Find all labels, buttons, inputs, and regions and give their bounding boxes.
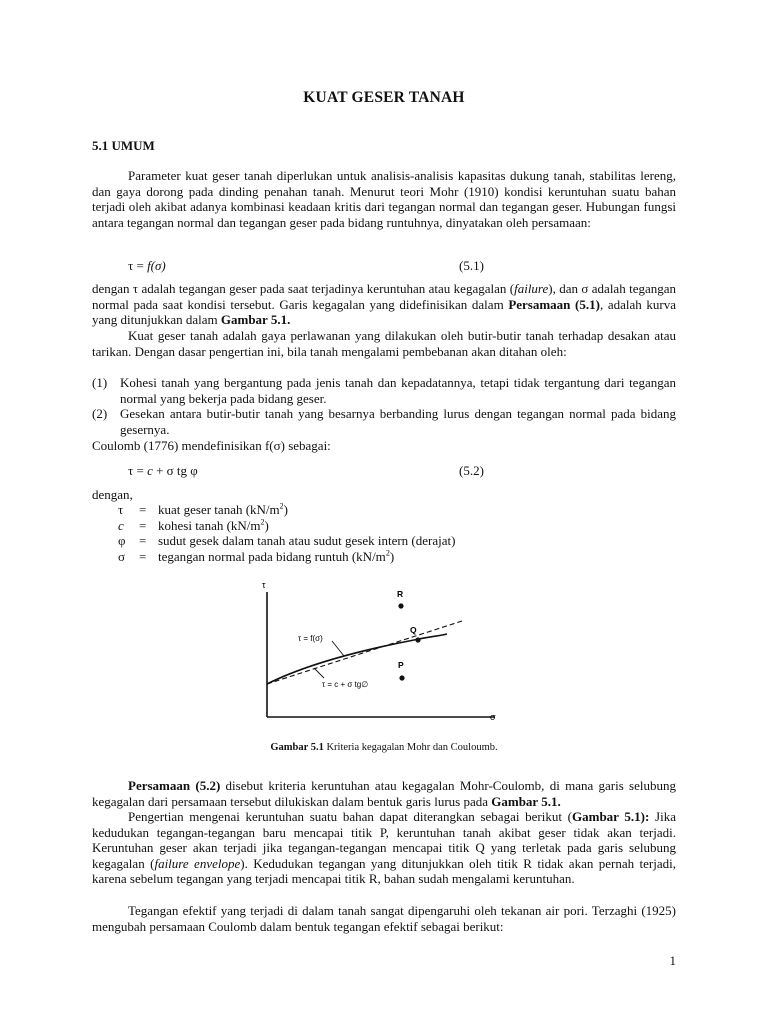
list-item-number: (1): [92, 375, 108, 390]
paragraph-dengan: dengan,: [92, 487, 133, 502]
mohr-coulomb-figure: [92, 570, 676, 725]
equation-5-1: [92, 258, 676, 274]
x-axis-label: σ: [490, 712, 496, 722]
definition-equals: =: [139, 517, 147, 533]
paragraph-coulomb: Coulomb (1776) mendefinisikan f(σ) sebagai:: [92, 438, 331, 453]
text-span-italic: failure envelope: [154, 855, 241, 871]
definition-symbol: σ: [118, 548, 126, 564]
list-item-text: Kohesi tanah yang bergantung pada jenis tanah dan kepadatannya, tetapi tidak tergantung dari tegangan normal yang bekerja pada bidang geser.: [120, 375, 676, 406]
curve-label: τ = f(σ): [298, 634, 323, 643]
point-P: [399, 675, 404, 680]
equation-5-2-number: (5.2): [459, 463, 484, 478]
page-title: KUAT GESER TANAH: [303, 89, 465, 106]
figure-reference: Gambar 5.1.: [491, 793, 561, 809]
coulomb-line: [267, 621, 462, 684]
definition-row: [92, 533, 676, 549]
equation-5-2-lhs: τ =: [128, 463, 148, 478]
text-span: ), dan σ adalah tegangan normal pada saat kondisi tersebut. Garis kegagalan yang didefinisikan dalam: [92, 281, 676, 312]
definition-text-end: ): [389, 548, 395, 564]
definition-symbol: τ: [118, 502, 124, 517]
equation-5-2-friction-term: + σ tg φ: [152, 463, 198, 478]
paragraph-intro: Parameter kuat geser tanah diperlukan untuk analisis-analisis kapasitas dukung tanah, stabilitas lereng, dan gaya dorong pada dinding penahan tanah. Menurut teori Mohr (1910) kondisi keruntuhan suatu bahan terjadi oleh akibat adanya kombinasi keadaan kritis dari tegangan normal dan tegangan geser. Hubungan fungsi antara tegangan normal dan tegangan geser pada bidang runtuhnya, dinyatakan oleh persamaan:: [92, 168, 676, 230]
definition-row: [92, 518, 676, 534]
definition-text-body: tegangan normal pada bidang runtuh (kN/m: [158, 548, 386, 564]
y-axis-label: τ: [262, 580, 266, 590]
definition-symbol: c: [118, 517, 124, 533]
curve-label-leader: [332, 641, 344, 656]
list-item-text: Gesekan antara butir-butir tanah yang besarnya berbanding lurus dengan tegangan normal pada bidang gesernya.: [120, 406, 676, 437]
text-span: , adalah kurva yang ditunjukkan dalam: [92, 296, 676, 328]
equation-5-1-rhs: f(σ): [147, 258, 166, 273]
point-Q: [415, 637, 420, 642]
definition-symbol: φ: [118, 533, 126, 549]
symbol-definitions: [92, 502, 676, 564]
equation-5-2-cohesion: c: [147, 463, 153, 478]
definition-equals: =: [139, 533, 147, 549]
paragraph-failure-explanation: [92, 809, 676, 887]
paragraph-effective-stress: Tegangan efektif yang terjadi di dalam tanah sangat dipengaruhi oleh tekanan air pori. Terzaghi (1925) mengubah persamaan Coulomb dalam bentuk tegangan efektif sebagai berikut:: [92, 903, 676, 934]
paragraph-shear-strength: Kuat geser tanah adalah gaya perlawanan yang dilakukan oleh butir-butir tanah terhadap desakan atau tarikan. Dengan dasar pengertian ini, bila tanah mengalami pembebanan akan ditahan oleh:: [92, 328, 676, 359]
text-span: ). Kedudukan tegangan yang ditunjukkan oleh titik R tidak akan pernah terjadi, karena sebelum tegangan yang terjadi mencapai titik R, bahan sudah mengalami keruntuhan.: [92, 855, 676, 887]
figure-reference: Gambar 5.1.: [220, 312, 291, 328]
equation-reference: Persamaan (5.2): [128, 778, 221, 793]
equation-5-2: [92, 463, 676, 479]
figure-reference: Gambar 5.1: [572, 809, 641, 824]
definition-row: [92, 549, 676, 565]
text-span: Pengertian mengenai keruntuhan suatu bahan dapat diterangkan sebagai berikut (: [128, 809, 572, 824]
definition-text: [158, 549, 394, 565]
definition-text: [158, 533, 455, 549]
paragraph-failure-definition: [92, 281, 676, 328]
list-item: [92, 406, 676, 437]
definition-equals: =: [139, 548, 147, 564]
resistance-list: [92, 375, 676, 437]
page-number: 1: [669, 953, 676, 968]
figure-caption: [92, 740, 676, 756]
definition-text-end: ): [283, 502, 288, 517]
equation-reference: Persamaan (5.1): [508, 296, 600, 312]
text-span: disebut kriteria keruntuhan atau kegagalan Mohr-Coulomb, di mana garis selubung kegagalan dari persamaan tersebut dilukiskan dalam bentuk garis lurus pada: [92, 778, 676, 809]
list-item: [92, 375, 676, 406]
text-span-bold: ):: [640, 809, 650, 824]
superscript: 2: [260, 517, 265, 527]
superscript: 2: [385, 548, 390, 558]
equation-5-1-lhs: τ =: [128, 258, 148, 273]
text-span-italic: failure: [514, 281, 549, 296]
definition-text-end: ): [264, 517, 269, 533]
list-item-number: (2): [92, 406, 108, 422]
paragraph-mohr-coulomb: [92, 778, 676, 809]
text-span: Jika kedudukan tegangan-tegangan baru mencapai titik P, keruntuhan tanah akibat geser tidak akan terjadi. Keruntuhan geser akan terjadi jika tegangan-tegangan mencapai titik Q yang terletak pada garis selubung kegagalan (: [92, 809, 676, 871]
definition-row: [92, 502, 676, 518]
definition-text-body: sudut gesek dalam tanah atau sudut gesek intern (derajat): [158, 533, 456, 549]
definition-text-body: kohesi tanah (kN/m: [158, 517, 261, 533]
point-R: [398, 603, 403, 608]
section-heading: 5.1 UMUM: [92, 138, 155, 153]
definition-text: [158, 518, 269, 534]
label-P: P: [398, 660, 404, 670]
text-span: dengan τ adalah tegangan geser pada saat terjadinya keruntuhan atau kegagalan (: [92, 281, 515, 296]
label-Q: Q: [410, 625, 417, 635]
definition-text-body: kuat geser tanah (kN/m: [158, 502, 280, 517]
equation-5-1-number: (5.1): [459, 258, 484, 273]
definition-text: [158, 502, 288, 518]
figure-caption-text: Kriteria kegagalan Mohr dan Couloumb.: [323, 742, 498, 753]
definition-equals: =: [139, 502, 147, 517]
figure-caption-label: Gambar 5.1: [270, 742, 324, 753]
label-R: R: [397, 589, 404, 599]
line-label: τ = c + σ tg∅: [322, 680, 369, 689]
superscript: 2: [279, 501, 284, 511]
line-label-leader: [314, 668, 324, 678]
